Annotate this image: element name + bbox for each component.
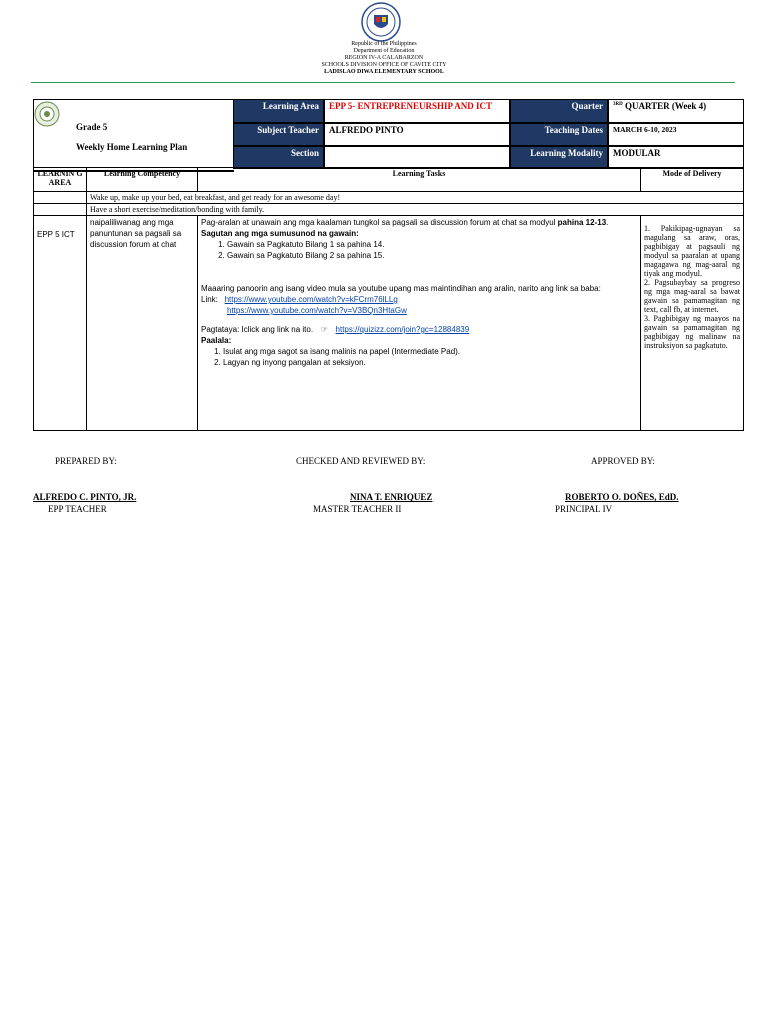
subject-teacher-value: ALFREDO PINTO bbox=[324, 123, 510, 146]
header-divider bbox=[31, 82, 735, 83]
quizizz-link[interactable]: https://quizizz.com/join?gc=12884839 bbox=[335, 325, 470, 334]
header-learning-tasks: Learning Tasks bbox=[198, 168, 641, 192]
task-instruction: Sagutan ang mga sumusunod na gawain: bbox=[201, 229, 359, 238]
task-item: 2. Gawain sa Pagkatuto Bilang 2 sa pahina 15. bbox=[227, 250, 637, 261]
prepared-by-name: ALFREDO C. PINTO, JR. bbox=[33, 492, 137, 502]
teaching-dates-label: Teaching Dates bbox=[510, 123, 608, 146]
division-text: SCHOOLS DIVISION OFFICE OF CAVITE CITY bbox=[321, 62, 447, 68]
approved-by-label: APPROVED BY: bbox=[591, 456, 655, 466]
lesson-row bbox=[34, 216, 744, 431]
pointing-hand-icon: ☞ bbox=[320, 325, 328, 334]
prepared-by-title: EPP TEACHER bbox=[48, 504, 107, 514]
grade-label: Grade 5 bbox=[76, 122, 108, 132]
quarter-ordinal: 3RD bbox=[613, 102, 623, 107]
school-name: LADISLAO DIWA ELEMENTARY SCHOOL bbox=[324, 69, 444, 75]
video-note: Maaaring panoorin ang isang video mula sa youtube upang mas maintindihan ang aralin, narito ang link sa baba: bbox=[201, 284, 601, 293]
deped-seal-logo bbox=[361, 2, 401, 42]
competency-cell: naipaliliwanag ang mga panuntunan sa pagsali sa discussion forum at chat bbox=[87, 216, 198, 431]
routine-1-blank bbox=[34, 192, 87, 204]
task-intro: Pag-aralan at unawain ang mga kaalaman tungkol sa pagsali sa discussion forum at chat sa modyul pahina 12-13. bbox=[201, 218, 609, 227]
learning-modality-value: MODULAR bbox=[608, 146, 744, 169]
prepared-by-label: PREPARED BY: bbox=[55, 456, 117, 466]
pagtataya-text: Pagtataya: Iclick ang link na ito. bbox=[201, 325, 314, 334]
link-line-2 bbox=[201, 305, 637, 316]
subject-teacher-label: Subject Teacher bbox=[233, 123, 324, 146]
routine-row-2 bbox=[34, 204, 744, 216]
paalala-item: 2. Lagyan ng inyong pangalan at seksiyon. bbox=[223, 357, 637, 368]
routine-row-1 bbox=[34, 192, 744, 204]
pagtataya-line bbox=[201, 324, 637, 335]
task-pages: pahina 12-13 bbox=[557, 218, 607, 227]
school-logo-icon bbox=[34, 101, 60, 127]
approved-by-name: ROBERTO O. DOÑES, EdD. bbox=[565, 492, 679, 502]
youtube-link-1[interactable]: https://www.youtube.com/watch?v=kFCrm76lLLg bbox=[224, 295, 398, 304]
table-header-row bbox=[34, 168, 744, 192]
learning-modality-label: Learning Modality bbox=[510, 146, 608, 169]
link-line-1 bbox=[201, 294, 637, 305]
header-learning-competency: Learning Competency bbox=[87, 168, 198, 192]
checked-by-title: MASTER TEACHER II bbox=[313, 504, 402, 514]
school-header bbox=[0, 41, 768, 76]
section-value bbox=[324, 146, 510, 169]
info-left-box bbox=[33, 99, 234, 172]
routine-1-text: Wake up, make up your bed, eat breakfast, and get ready for an awesome day! bbox=[87, 192, 744, 204]
routine-2-text: Have a short exercise/meditation/bonding with family. bbox=[87, 204, 744, 216]
department-text: Department of Education bbox=[353, 48, 415, 54]
learning-area-label: Learning Area bbox=[233, 99, 324, 123]
header-mode-of-delivery: Mode of Delivery bbox=[641, 168, 744, 192]
task-intro-text: Pag-aralan at unawain ang mga kaalaman tungkol sa pagsali sa discussion forum at chat sa modyul bbox=[201, 218, 556, 227]
region-text: REGION IV-A CALABARZON bbox=[344, 55, 424, 61]
quarter-value bbox=[608, 99, 744, 123]
task-item: 1. Gawain sa Pagkatuto Bilang 1 sa pahina 14. bbox=[227, 239, 637, 250]
mode-item: 1. Pakikipag-ugnayan sa magulang sa araw, oras, pagbibigay at pagsauli ng modyul sa paaralan at upang magagawa ng mag-aaral ng tiyak ang modyul. bbox=[644, 224, 740, 278]
routine-2-blank bbox=[34, 204, 87, 216]
teaching-dates-value: MARCH 6-10, 2023 bbox=[608, 123, 744, 146]
task-list bbox=[201, 239, 637, 261]
paalala-label: Paalala: bbox=[201, 336, 232, 345]
header-learning-area: LEARNIN G AREA bbox=[34, 168, 87, 192]
approved-by-title: PRINCIPAL IV bbox=[555, 504, 613, 514]
youtube-link-2[interactable]: https://www.youtube.com/watch?v=V3BQn3HtaGw bbox=[227, 306, 407, 315]
link-label: Link: bbox=[201, 295, 218, 304]
quarter-text: QUARTER (Week 4) bbox=[624, 101, 707, 111]
mode-item: 3. Pagbibigay ng maayos na gawain sa pamamagitan ng pagbibigay ng malinaw na instruksiyon sa pagkatuto. bbox=[644, 314, 740, 350]
learning-plan-table bbox=[33, 167, 744, 431]
mode-item: 2. Pagsubaybay sa progreso ng mga mag-aaral sa bawat gawain sa pamamagitan ng text, call fb, at internet. bbox=[644, 278, 740, 314]
checked-by-label: CHECKED AND REVIEWED BY: bbox=[296, 456, 426, 466]
quarter-label: Quarter bbox=[510, 99, 608, 123]
country-text: Republic of the Philippines bbox=[351, 41, 417, 47]
mode-of-delivery-cell bbox=[641, 216, 744, 431]
plan-title: Weekly Home Learning Plan bbox=[76, 142, 188, 152]
tasks-cell bbox=[198, 216, 641, 431]
learning-area-value: EPP 5- ENTREPRENEURSHIP AND ICT bbox=[324, 99, 510, 123]
paalala-list bbox=[201, 346, 637, 368]
section-label: Section bbox=[233, 146, 324, 169]
area-cell: EPP 5 ICT bbox=[34, 216, 87, 431]
paalala-item: 1. Isulat ang mga sagot sa isang malinis na papel (Intermediate Pad). bbox=[223, 346, 637, 357]
checked-by-name: NINA T. ENRIQUEZ bbox=[350, 492, 433, 502]
